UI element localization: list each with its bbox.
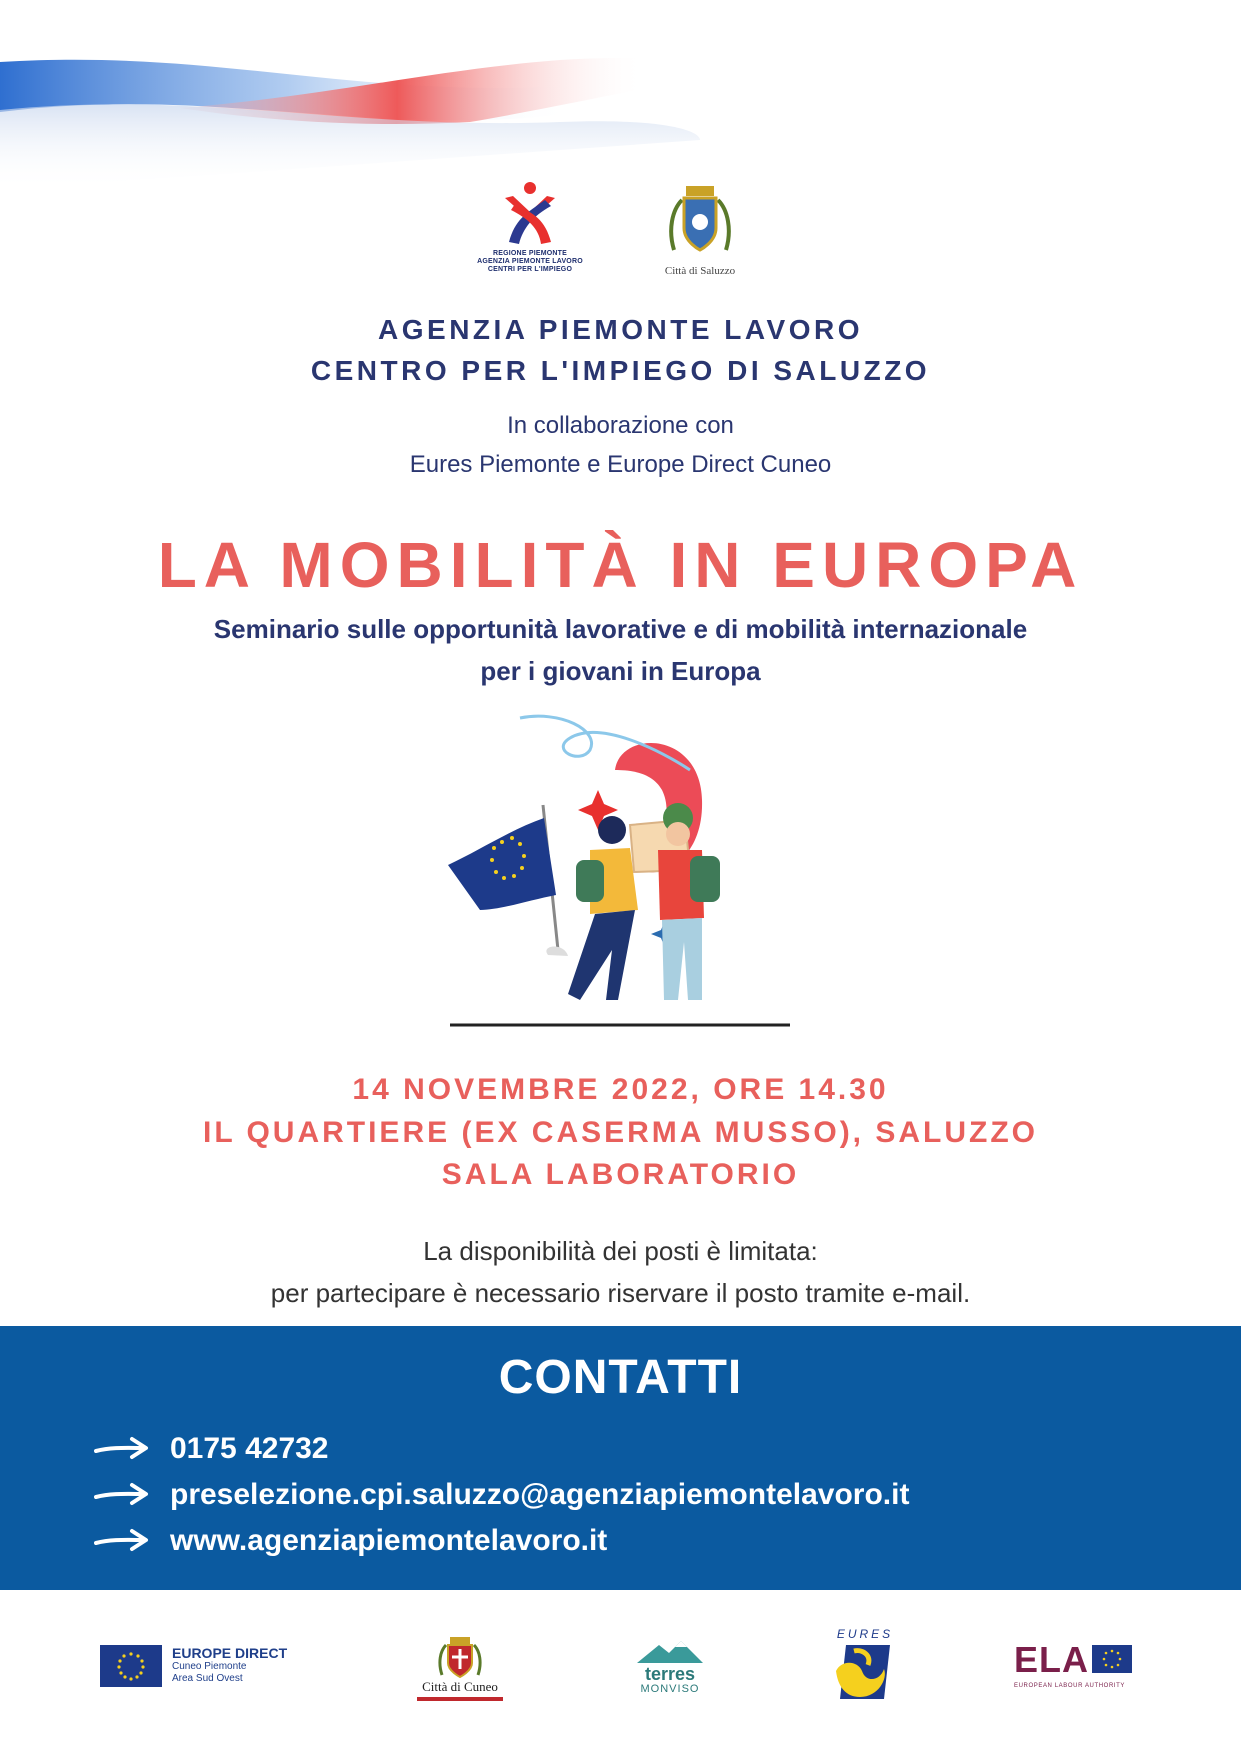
eures-emblem-icon [832, 1641, 898, 1703]
contact-phone[interactable] [94, 1428, 329, 1470]
europe-direct-sub1: Cuneo Piemonte [172, 1661, 247, 1672]
europe-direct-title: EUROPE DIRECT [172, 1645, 288, 1661]
citta-di-cuneo-logo [410, 1615, 510, 1715]
contacts-heading: CONTATTI [498, 1351, 743, 1404]
eu-flag-small-icon [100, 1645, 162, 1687]
organization-name: AGENZIA PIEMONTE LAVORO [378, 314, 863, 345]
contact-website-value[interactable]: www.agenziapiemontelavoro.it [170, 1524, 608, 1557]
ela-eu-flag-icon [1092, 1645, 1132, 1673]
man-trousers [662, 918, 702, 1000]
ela-logo [1010, 1615, 1140, 1715]
cuneo-red-bar [417, 1697, 503, 1701]
eures-logo [825, 1615, 905, 1715]
event-room: SALA LABORATORIO [441, 1158, 800, 1191]
terres-monviso-logo [625, 1615, 715, 1715]
contacts-section [0, 1326, 1241, 1590]
regione-piemonte-emblem-icon [495, 180, 565, 250]
event-date-time: 14 NOVEMBRE 2022, ORE 14.30 [352, 1073, 889, 1106]
contact-email-value[interactable]: preselezione.cpi.saluzzo@agenziapiemontelavoro.it [170, 1478, 910, 1511]
event-title: LA MOBILITÀ IN EUROPA [157, 529, 1084, 601]
saluzzo-caption: Città di Saluzzo [664, 265, 736, 277]
monviso-text: MONVISO [640, 1683, 700, 1695]
organization-office: CENTRO PER L'IMPIEGO DI SALUZZO [310, 355, 931, 386]
citta-di-saluzzo-logo [655, 180, 745, 285]
europe-direct-logo [100, 1615, 300, 1715]
event-subtitle-line1: Seminario sulle opportunità lavorative e di mobilità internazionale [213, 614, 1028, 644]
top-logos [0, 180, 1241, 290]
woman-head [598, 816, 626, 844]
saluzzo-coat-of-arms-icon [668, 180, 732, 258]
arrow-right-icon [94, 1481, 152, 1509]
regione-caption-line1: REGIONE PIEMONTE [493, 250, 567, 257]
arrow-right-icon [94, 1527, 152, 1555]
reservation-note: per partecipare è necessario riservare il posto tramite e-mail. [270, 1278, 971, 1308]
contact-phone-value[interactable]: 0175 42732 [170, 1432, 329, 1465]
regione-caption-line2: AGENZIA PIEMONTE LAVORO [477, 258, 583, 265]
regione-caption-line3: CENTRI PER L'IMPIEGO [487, 266, 573, 273]
woman-backpack [576, 860, 604, 902]
arrow-right-icon [94, 1435, 152, 1463]
collaboration-partners: Eures Piemonte e Europe Direct Cuneo [409, 451, 832, 478]
cuneo-caption: Città di Cuneo [422, 1679, 498, 1694]
partner-logos [0, 1615, 1241, 1725]
event-venue: IL QUARTIERE (EX CASERMA MUSSO), SALUZZO [202, 1116, 1039, 1149]
event-subtitle-line2: per i giovani in Europa [480, 656, 761, 686]
eures-caption: EURES [836, 1627, 894, 1641]
woman-trousers [568, 910, 635, 1000]
man-backpack [690, 856, 720, 902]
header-wave-decoration [0, 0, 1241, 200]
collaboration-intro: In collaborazione con [507, 412, 734, 439]
eu-flag-icon [448, 818, 556, 910]
contact-email[interactable] [94, 1474, 909, 1516]
flag-pole-base [546, 946, 568, 956]
cuneo-coat-of-arms-icon [438, 1635, 482, 1679]
ela-caption: ELA [1014, 1639, 1089, 1680]
europe-direct-sub2: Area Sud Ovest [172, 1673, 243, 1684]
availability-note: La disponibilità dei posti è limitata: [423, 1236, 818, 1266]
travelers-illustration [440, 710, 800, 1035]
mountain-icon [635, 1639, 705, 1665]
man-head [666, 822, 690, 846]
ela-subtitle: EUROPEAN LABOUR AUTHORITY [1014, 1683, 1126, 1689]
regione-piemonte-logo [470, 180, 590, 285]
terres-text: terres [644, 1664, 696, 1684]
contact-website[interactable] [94, 1520, 607, 1562]
